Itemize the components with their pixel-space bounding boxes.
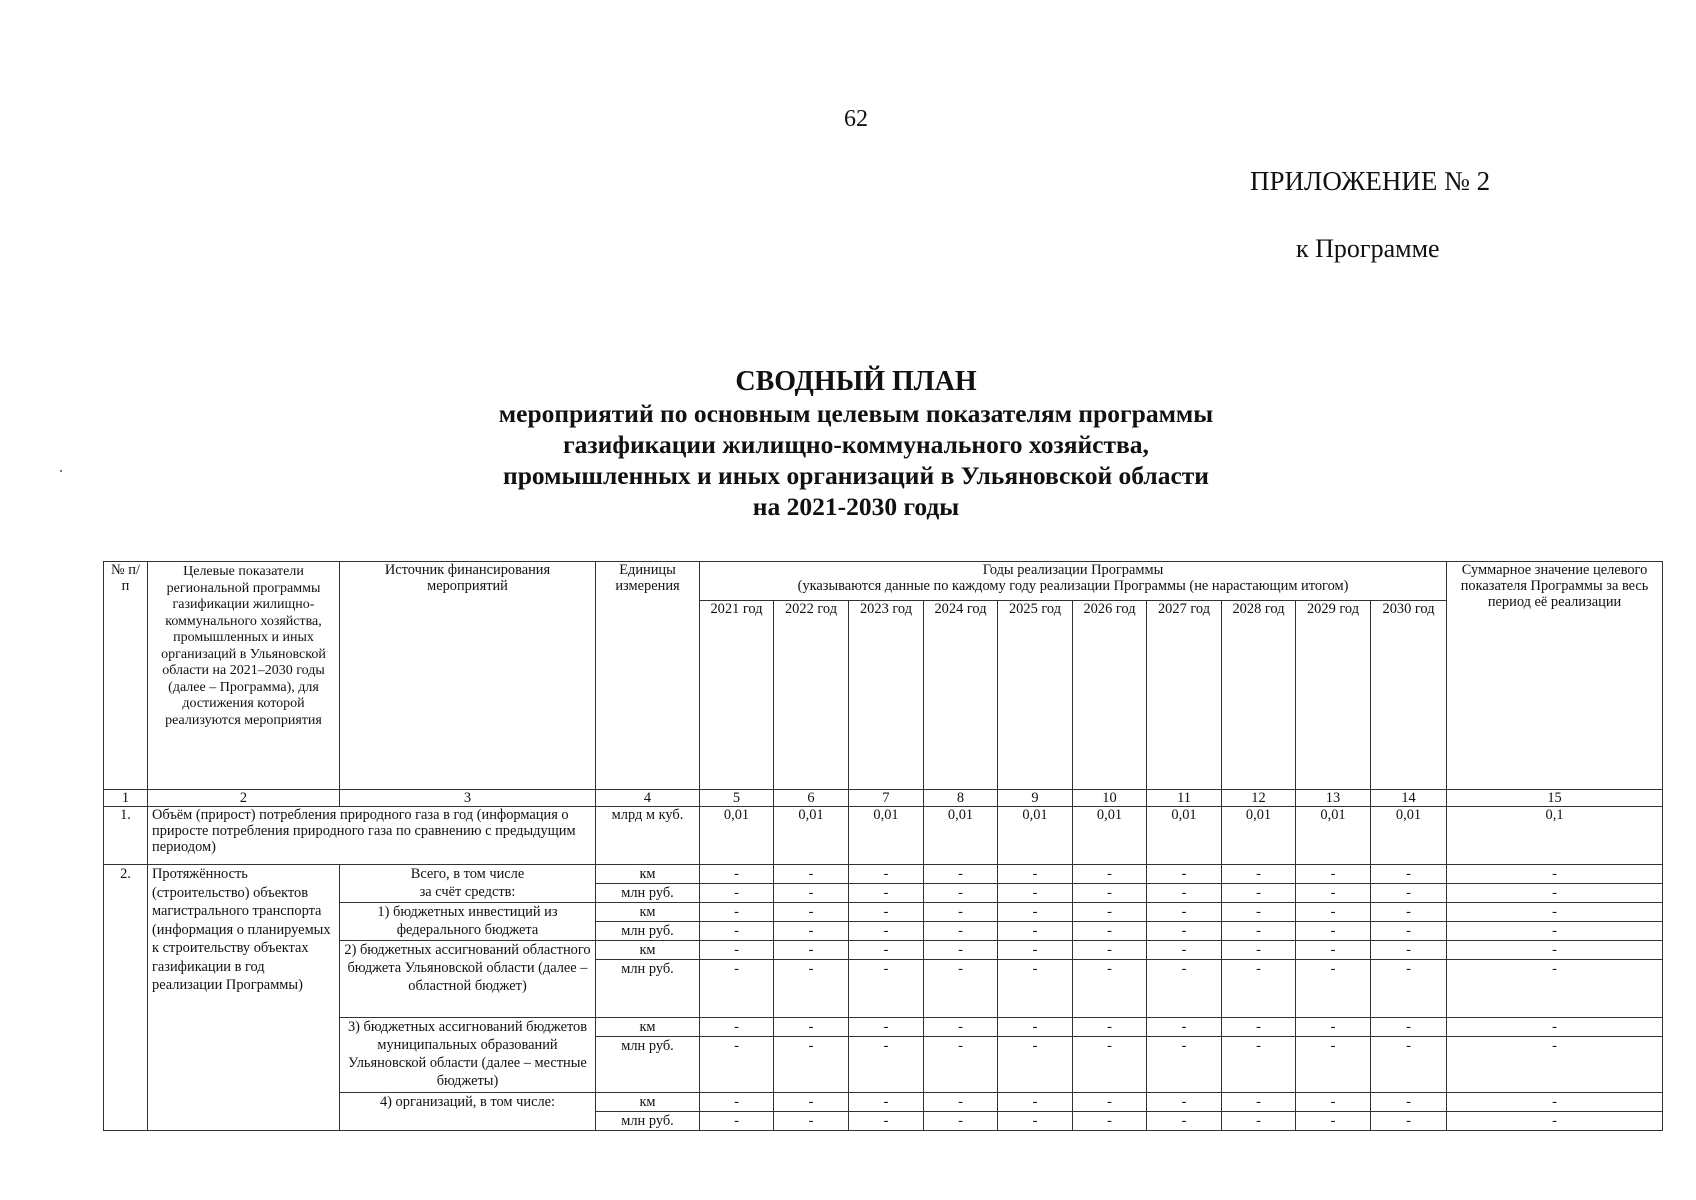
year-value: - — [1296, 922, 1371, 941]
column-number: 10 — [1073, 790, 1147, 807]
scan-speck — [60, 470, 62, 472]
header-year: 2022 год — [774, 601, 849, 790]
year-value: - — [1296, 865, 1371, 884]
document-heading — [0, 366, 1696, 522]
year-value: - — [998, 941, 1073, 960]
year-value: - — [1296, 1093, 1371, 1112]
year-value: 0,01 — [1296, 807, 1371, 865]
header-units: Единицы измерения — [596, 562, 700, 790]
year-value: 0,01 — [924, 807, 998, 865]
year-value: - — [1371, 1018, 1447, 1037]
year-value: - — [1296, 1037, 1371, 1093]
year-value: - — [1222, 922, 1296, 941]
row-unit: км — [596, 941, 700, 960]
year-value: - — [1073, 941, 1147, 960]
year-value: - — [1371, 1112, 1447, 1131]
year-value: - — [1371, 884, 1447, 903]
year-value: 0,01 — [1222, 807, 1296, 865]
year-value: - — [998, 865, 1073, 884]
year-value: - — [1222, 1112, 1296, 1131]
year-value: - — [924, 941, 998, 960]
year-value: - — [1222, 1018, 1296, 1037]
year-value: - — [1296, 1018, 1371, 1037]
year-value: - — [998, 1037, 1073, 1093]
year-value: - — [849, 922, 924, 941]
header-year: 2027 год — [1147, 601, 1222, 790]
column-number: 6 — [774, 790, 849, 807]
heading-line-3: промышленных и иных организаций в Ульяновской области — [503, 461, 1209, 490]
year-value: - — [849, 1093, 924, 1112]
header-years-group-line-1: Годы реализации Программы — [982, 562, 1164, 578]
row-unit: млн руб. — [596, 1112, 700, 1131]
year-value: - — [849, 960, 924, 1018]
header-num: № п/п — [104, 562, 148, 790]
heading-line-1: мероприятий по основным целевым показателям программы — [498, 399, 1214, 428]
year-value: - — [1073, 1018, 1147, 1037]
year-value: - — [700, 865, 774, 884]
year-value: - — [1222, 941, 1296, 960]
row-total: - — [1447, 1112, 1663, 1131]
year-value: - — [924, 1093, 998, 1112]
year-value: 0,01 — [700, 807, 774, 865]
row-indicator: Протяжённость (строительство) объектов магистрального транспорта (информация о планируемых к строительству объектах газификации в год реализации Программы) — [148, 865, 340, 1131]
year-value: - — [774, 1037, 849, 1093]
year-value: - — [774, 1112, 849, 1131]
header-indicator: Целевые показатели региональной программы газификации жилищно-коммунального хозяйства, промышленных и иных организаций в Ульяновской области на 2021–2030 годы (далее – Программа), для достижения которой реализуются мероприятия — [148, 562, 340, 790]
year-value: - — [1371, 1037, 1447, 1093]
year-value: - — [1073, 865, 1147, 884]
year-value: - — [1147, 1112, 1222, 1131]
row-total: - — [1447, 1093, 1663, 1112]
year-value: 0,01 — [998, 807, 1073, 865]
year-value: - — [700, 1037, 774, 1093]
year-value: - — [1073, 903, 1147, 922]
column-number: 11 — [1147, 790, 1222, 807]
page-number: 62 — [844, 106, 868, 132]
year-value: - — [1147, 941, 1222, 960]
row-total: - — [1447, 903, 1663, 922]
column-number: 14 — [1371, 790, 1447, 807]
row-unit: км — [596, 903, 700, 922]
year-value: - — [849, 884, 924, 903]
year-value: - — [1147, 903, 1222, 922]
header-year: 2030 год — [1371, 601, 1447, 790]
table-row — [104, 865, 1663, 884]
year-value: 0,01 — [774, 807, 849, 865]
year-value: - — [998, 1112, 1073, 1131]
year-value: - — [924, 922, 998, 941]
year-value: - — [849, 1112, 924, 1131]
year-value: - — [1073, 922, 1147, 941]
year-value: - — [1222, 865, 1296, 884]
column-number: 4 — [596, 790, 700, 807]
header-total: Суммарное значение целевого показателя Программы за весь период её реализации — [1447, 562, 1663, 790]
year-value: - — [924, 884, 998, 903]
column-number: 13 — [1296, 790, 1371, 807]
row-total: - — [1447, 922, 1663, 941]
table-row — [104, 807, 1663, 865]
year-value: - — [1296, 1112, 1371, 1131]
header-year: 2029 год — [1296, 601, 1371, 790]
header-year: 2028 год — [1222, 601, 1296, 790]
column-number: 8 — [924, 790, 998, 807]
column-number: 12 — [1222, 790, 1296, 807]
year-value: - — [1296, 884, 1371, 903]
row-unit: млн руб. — [596, 884, 700, 903]
column-number-row — [104, 790, 1663, 807]
year-value: - — [700, 1018, 774, 1037]
year-value: - — [849, 865, 924, 884]
row-unit: км — [596, 865, 700, 884]
year-value: - — [774, 884, 849, 903]
header-year: 2023 год — [849, 601, 924, 790]
year-value: - — [998, 922, 1073, 941]
column-number: 9 — [998, 790, 1073, 807]
appendix-title: ПРИЛОЖЕНИЕ № 2 — [1250, 166, 1491, 196]
year-value: - — [1147, 922, 1222, 941]
year-value: - — [1222, 884, 1296, 903]
year-value: - — [774, 865, 849, 884]
year-value: - — [1222, 1037, 1296, 1093]
year-value: - — [700, 903, 774, 922]
year-value: 0,01 — [1073, 807, 1147, 865]
year-value: - — [924, 1112, 998, 1131]
year-value: - — [998, 884, 1073, 903]
year-value: - — [1296, 903, 1371, 922]
year-value: - — [774, 903, 849, 922]
year-value: - — [1073, 1112, 1147, 1131]
row-total: - — [1447, 1037, 1663, 1093]
plan-table — [103, 561, 1663, 1131]
row-unit: млн руб. — [596, 922, 700, 941]
year-value: - — [1147, 960, 1222, 1018]
year-value: - — [700, 922, 774, 941]
heading-line-4: на 2021-2030 годы — [752, 492, 960, 521]
year-value: - — [774, 1018, 849, 1037]
row-unit: млрд м куб. — [596, 807, 700, 865]
year-value: - — [1147, 865, 1222, 884]
year-value: - — [1073, 960, 1147, 1018]
source-municipal: 3) бюджетных ассигнований бюджетов муниципальных образований Ульяновской области (далее – местные бюджеты) — [340, 1018, 596, 1093]
year-value: - — [1371, 865, 1447, 884]
year-value: - — [1222, 960, 1296, 1018]
appendix-subtitle: к Программе — [1296, 234, 1440, 263]
year-value: - — [924, 865, 998, 884]
header-row-1 — [104, 562, 1663, 601]
year-value: - — [1222, 1093, 1296, 1112]
column-number: 15 — [1447, 790, 1663, 807]
row-unit: км — [596, 1018, 700, 1037]
year-value: - — [998, 903, 1073, 922]
year-value: - — [998, 1018, 1073, 1037]
year-value: - — [924, 1037, 998, 1093]
source-regional: 2) бюджетных ассигнований областного бюджета Ульяновской области (далее – областной бюджет) — [340, 941, 596, 1018]
row-total: 0,1 — [1447, 807, 1663, 865]
header-year: 2021 год — [700, 601, 774, 790]
year-value: - — [1296, 960, 1371, 1018]
source-federal: 1) бюджетных инвестиций из федерального бюджета — [340, 903, 596, 941]
year-value: - — [774, 1093, 849, 1112]
year-value: - — [700, 884, 774, 903]
year-value: - — [774, 922, 849, 941]
header-years-group-line-2: (указываются данные по каждому году реализации Программы (не нарастающим итогом) — [797, 578, 1349, 594]
column-number: 1 — [104, 790, 148, 807]
row-number: 2. — [104, 865, 148, 1131]
year-value: - — [1371, 903, 1447, 922]
year-value: - — [700, 960, 774, 1018]
header-source: Источник финансирования мероприятий — [340, 562, 596, 790]
row-total: - — [1447, 1018, 1663, 1037]
year-value: - — [924, 1018, 998, 1037]
year-value: - — [998, 960, 1073, 1018]
year-value: - — [700, 1112, 774, 1131]
year-value: - — [700, 1093, 774, 1112]
year-value: - — [1073, 1037, 1147, 1093]
row-total: - — [1447, 941, 1663, 960]
year-value: 0,01 — [1147, 807, 1222, 865]
row-unit: км — [596, 1093, 700, 1112]
year-value: - — [1147, 1093, 1222, 1112]
year-value: 0,01 — [1371, 807, 1447, 865]
year-value: - — [1296, 941, 1371, 960]
year-value: - — [1371, 960, 1447, 1018]
header-year: 2025 год — [998, 601, 1073, 790]
heading-title: СВОДНЫЙ ПЛАН — [735, 366, 977, 397]
year-value: - — [849, 1037, 924, 1093]
year-value: - — [700, 941, 774, 960]
year-value: - — [924, 903, 998, 922]
header-year: 2026 год — [1073, 601, 1147, 790]
column-number: 3 — [340, 790, 596, 807]
row-unit: млн руб. — [596, 1037, 700, 1093]
row-total: - — [1447, 960, 1663, 1018]
year-value: - — [849, 941, 924, 960]
year-value: - — [1371, 941, 1447, 960]
year-value: - — [849, 903, 924, 922]
year-value: - — [849, 1018, 924, 1037]
source-organizations: 4) организаций, в том числе: — [340, 1093, 596, 1131]
source-total-line-1: Всего, в том числе — [410, 866, 525, 882]
header-years-group — [700, 562, 1447, 601]
year-value: - — [1371, 922, 1447, 941]
column-number: 2 — [148, 790, 340, 807]
row-indicator: Объём (прирост) потребления природного газа в год (информация о приросте потребления природного газа по сравнению с предыдущим периодом) — [148, 807, 596, 865]
year-value: - — [1073, 1093, 1147, 1112]
source-total-line-2: за счёт средств: — [419, 884, 516, 900]
row-unit: млн руб. — [596, 960, 700, 1018]
year-value: - — [1371, 1093, 1447, 1112]
year-value: - — [1147, 1037, 1222, 1093]
heading-line-2: газификации жилищно-коммунального хозяйства, — [563, 430, 1149, 459]
year-value: - — [774, 960, 849, 1018]
column-number: 5 — [700, 790, 774, 807]
year-value: - — [1147, 1018, 1222, 1037]
row-total: - — [1447, 865, 1663, 884]
row-total: - — [1447, 884, 1663, 903]
header-year: 2024 год — [924, 601, 998, 790]
year-value: - — [998, 1093, 1073, 1112]
year-value: 0,01 — [849, 807, 924, 865]
year-value: - — [1147, 884, 1222, 903]
column-number: 7 — [849, 790, 924, 807]
year-value: - — [1222, 903, 1296, 922]
year-value: - — [774, 941, 849, 960]
year-value: - — [1073, 884, 1147, 903]
year-value: - — [924, 960, 998, 1018]
source-total — [340, 865, 596, 903]
row-number: 1. — [104, 807, 148, 865]
